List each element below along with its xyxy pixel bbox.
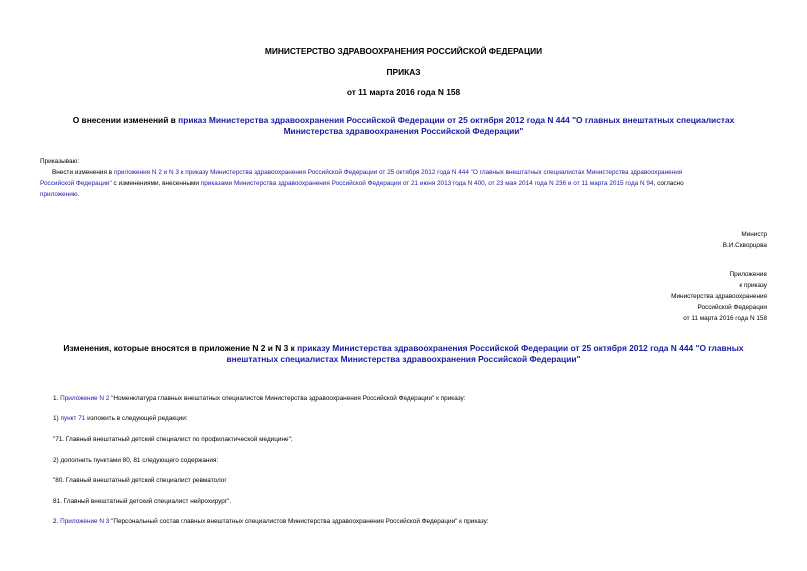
- p1-text-d: .: [77, 191, 80, 198]
- order-word: Приказываю:: [40, 158, 80, 165]
- item-2: [53, 413, 188, 424]
- item-5: "80. Главный внештатный детский специалист ревматолог: [53, 477, 227, 484]
- appendix-line1: Приложение: [729, 271, 767, 278]
- item-2-link[interactable]: пункт 71: [60, 415, 86, 422]
- item-7-num: 2.: [53, 518, 61, 525]
- appendix-line4: Российской Федерации: [697, 304, 767, 311]
- p1-text-a: Внести изменения в: [52, 169, 114, 176]
- p1-link-appendices-cont[interactable]: Российской Федерации": [40, 180, 112, 187]
- appendix-line2: к приказу: [739, 282, 767, 289]
- item-7-text: "Персональный состав главных внештатных специалистов Министерства здравоохранения Российской Федерации" к приказу:: [109, 518, 489, 525]
- title-link-line2[interactable]: Министерства здравоохранения Российской Федерации": [283, 126, 524, 136]
- p1-link-orders[interactable]: приказами Министерства здравоохранения Российской Федерации от 21 июня 2013 года N 400, от 23 мая 2014 года N 236 и от 11 марта 2015 года N 94: [200, 180, 654, 187]
- section-title: [0, 343, 807, 365]
- item-1-link[interactable]: Приложение N 2: [60, 395, 110, 402]
- item-2-num: 1): [53, 415, 61, 422]
- p1-text-c: , согласно: [653, 180, 684, 187]
- item-4: 2) дополнить пунктами 80, 81 следующего содержания:: [53, 457, 219, 464]
- appendix-line5: от 11 марта 2016 года N 158: [683, 315, 767, 322]
- document-title: [0, 115, 807, 137]
- item-3: "71. Главный внештатный детский специалист по профилактической медицине";: [53, 436, 293, 443]
- item-1-num: 1.: [53, 395, 61, 402]
- item-2-text: изложить в следующей редакции:: [85, 415, 188, 422]
- item-1-text: "Номенклатура главных внештатных специалистов Министерства здравоохранения Российской Федерации" к приказу:: [109, 395, 466, 402]
- section-title-prefix: Изменения, которые вносятся в приложение N 2 и N 3 к: [63, 343, 298, 353]
- item-7-link[interactable]: Приложение N 3: [60, 518, 110, 525]
- appendix-note: [671, 269, 767, 324]
- ministry-heading: МИНИСТЕРСТВО ЗДРАВООХРАНЕНИЯ РОССИЙСКОЙ ФЕДЕРАЦИИ: [264, 46, 543, 56]
- signature-block: [723, 229, 767, 251]
- signature-name: В.И.Скворцова: [722, 242, 767, 249]
- doc-type-heading: ПРИКАЗ: [386, 67, 421, 77]
- p1-link-appendices[interactable]: приложения N 2 и N 3 к приказу Министерства здравоохранения Российской Федерации от 25 октября 2012 года N 444 "О главных внештатных специалистах Министерства здравоохранения: [113, 169, 683, 176]
- order-paragraph: [40, 167, 770, 200]
- section-title-link-line1[interactable]: приказу Министерства здравоохранения Российской Федерации от 25 октября 2012 года N 444 "О главных: [297, 343, 744, 353]
- p1-link-appendix[interactable]: приложению: [40, 191, 78, 198]
- section-title-link-line2[interactable]: внештатных специалистах Министерства здравоохранения Российской Федерации": [226, 354, 581, 364]
- item-1: [53, 393, 466, 404]
- title-prefix: О внесении изменений в: [72, 115, 179, 125]
- item-6: 81. Главный внештатный детский специалист нейрохирург".: [53, 498, 232, 505]
- item-7: [53, 516, 489, 527]
- date-number-heading: от 11 марта 2016 года N 158: [346, 87, 461, 97]
- appendix-line3: Министерства здравоохранения: [671, 293, 767, 300]
- p1-text-b: с изменениями, внесенными: [111, 180, 201, 187]
- signature-position: Министр: [741, 231, 767, 238]
- title-link-line1[interactable]: приказ Министерства здравоохранения Российской Федерации от 25 октября 2012 года N 444 "О главных внештатных специалистах: [178, 115, 735, 125]
